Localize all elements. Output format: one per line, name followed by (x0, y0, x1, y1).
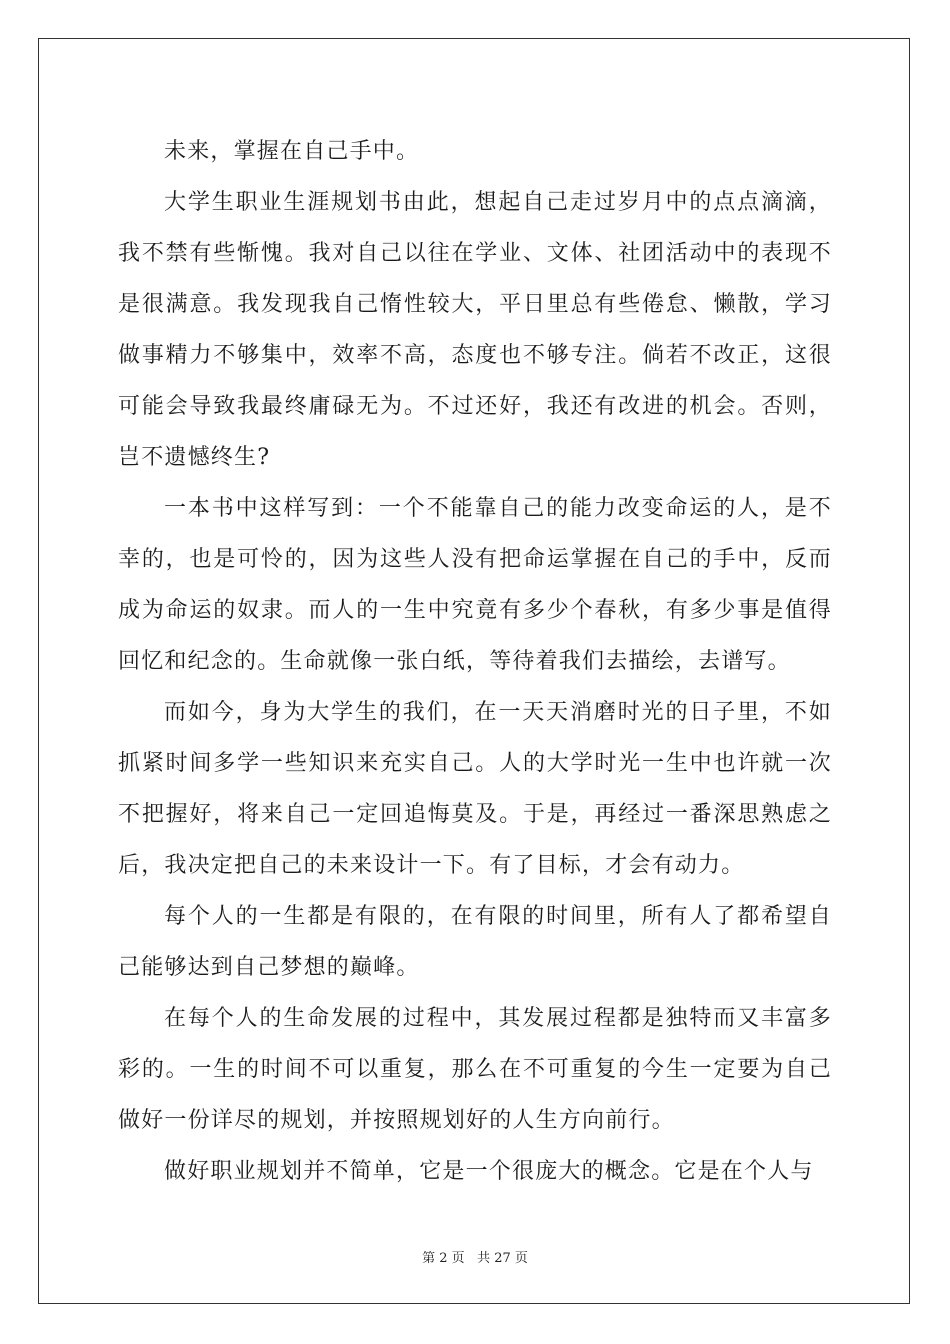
paragraph-1: 未来，掌握在自己手中。 (164, 139, 420, 164)
page-footer (0, 1247, 950, 1266)
page-total: 共 27 页 (477, 1251, 528, 1266)
document-body (118, 126, 832, 1197)
paragraph-3: 一本书中这样写到：一个不能靠自己的能力改变命运的人，是不幸的，也是可怜的，因为这些人没有把命运掌握在自己的手中，反而成为命运的奴隶。而人的一生中究竟有多少个春秋，有多少事是值得回忆和纪念的。生命就像一张白纸，等待着我们去描绘，去谱写。 (118, 496, 832, 674)
paragraph-2: 大学生职业生涯规划书由此，想起自己走过岁月中的点点滴滴，我不禁有些惭愧。我对自己以往在学业、文体、社团活动中的表现不是很满意。我发现我自己惰性较大，平日里总有些倦怠、懒散，学习做事精力不够集中，效率不高，态度也不够专注。倘若不改正，这很可能会导致我最终庸碌无为。不过还好，我还有改进的机会。否则，岂不遗憾终生? (118, 190, 832, 470)
page-number: 第 2 页 (422, 1251, 465, 1266)
paragraph-7: 做好职业规划并不简单，它是一个很庞大的概念。它是在个人与 (164, 1159, 814, 1184)
paragraph-5: 每个人的一生都是有限的，在有限的时间里，所有人了都希望自己能够达到自己梦想的巅峰。 (118, 904, 832, 980)
paragraph-4: 而如今，身为大学生的我们，在一天天消磨时光的日子里，不如抓紧时间多学一些知识来充实自己。人的大学时光一生中也许就一次不把握好，将来自己一定回追悔莫及。于是，再经过一番深思熟虑之后，我决定把自己的未来设计一下。有了目标，才会有动力。 (118, 700, 832, 878)
paragraph-6: 在每个人的生命发展的过程中，其发展过程都是独特而又丰富多彩的。一生的时间不可以重复，那么在不可重复的今生一定要为自己做好一份详尽的规划，并按照规划好的人生方向前行。 (118, 1006, 832, 1133)
